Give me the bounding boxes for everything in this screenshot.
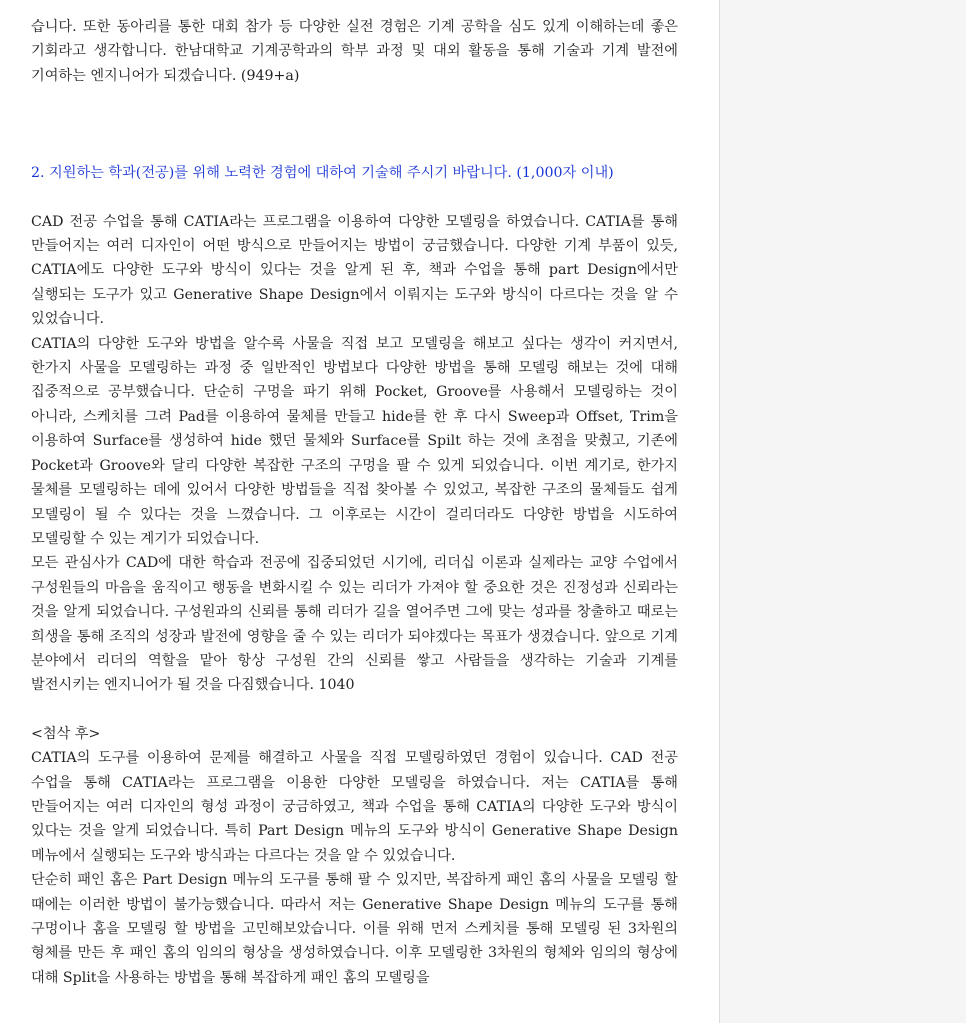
blank-line bbox=[31, 186, 678, 210]
revised-paragraph: 단순히 패인 홈은 Part Design 메뉴의 도구를 통해 팔 수 있지만, 복잡하게 패인 홈의 사물을 모델링 할 때에는 이러한 방법이 불가능했습니다. 따라서 저는 Generative Shape Design 메뉴의 도구를 통해 구멍이나 홈을 모델링 할 방법을 고민해보았습니다. 이를 위해 먼저 스케치를 통해 모델링 된 3차원의 형체를 만든 후 패인 홈의 임의의 형상을 생성하였습니다. 이후 모델링한 3차원의 형체와 임의의 형상에 대해 Split을 사용하는 방법을 통해 복잡하게 패인 홈의 모델링을 bbox=[31, 872, 678, 986]
blank-space bbox=[31, 88, 678, 161]
question-heading: 2. 지원하는 학과(전공)를 위해 노력한 경험에 대하여 기술해 주시기 바랍니다. (1,000자 이내) bbox=[31, 165, 614, 182]
answer-paragraph: 모든 관심사가 CAD에 대한 학습과 전공에 집중되었던 시기에, 리더십 이론과 실제라는 교양 수업에서 구성원들의 마음을 움직이고 행동을 변화시킬 수 있는 리더가 가져야 할 중요한 것은 진정성과 신뢰라는 것을 알게 되었습니다. 구성원과의 신뢰를 통해 리더가 길을 열어주면 그에 맞는 성과를 창출하고 때로는 희생을 통해 조직의 성장과 발전에 영향을 줄 수 있는 리더가 되야겠다는 목표가 생겼습니다. 앞으로 기계 분야에서 리더의 역할을 맡아 항상 구성원 간의 신뢰를 쌓고 사람들을 생각하는 기술과 기계를 발전시키는 엔지니어가 될 것을 다짐했습니다. 1040 bbox=[31, 555, 678, 694]
viewer-side-area bbox=[720, 0, 966, 1023]
intro-paragraph: 습니다. 또한 동아리를 통한 대회 참가 등 다양한 실전 경험은 기계 공학을 심도 있게 이해하는데 좋은 기회라고 생각합니다. 한남대학교 기계공학과의 학부 과정 및 대외 활동을 통해 기술과 기계 발전에 기여하는 엔지니어가 되겠습니다. (949+a) bbox=[31, 19, 678, 84]
answer-paragraph: CAD 전공 수업을 통해 CATIA라는 프로그램을 이용하여 다양한 모델링을 하였습니다. CATIA를 통해 만들어지는 여러 디자인이 어떤 방식으로 만들어지는 방법이 궁금했습니다. 다양한 기계 부품이 있듯, CATIA에도 다양한 도구와 방식이 있다는 것을 알게 된 후, 책과 수업을 통해 part Design에서만 실행되는 도구가 있고 Generative Shape Design에서 이뤄지는 도구와 방식이 다르다는 것을 알 수 있었습니다. bbox=[31, 213, 678, 328]
document-body bbox=[31, 15, 678, 990]
revision-heading: <첨삭 후> bbox=[31, 725, 101, 742]
answer-paragraph: CATIA의 다양한 도구와 방법을 알수록 사물을 직접 보고 모델링을 해보고 싶다는 생각이 커지면서, 한가지 사물을 모델링하는 과정 중 일반적인 방법보다 다양한 방법을 통해 모델링 해보는 것에 대해 집중적으로 공부했습니다. 단순히 구멍을 파기 위해 Pocket, Groove를 사용해서 모델링하는 것이 아니라, 스케치를 그려 Pad를 이용하여 물체를 만들고 hide를 한 후 다시 Sweep과 Offset, Trim을 이용하여 Surface를 생성하여 hide 했던 물체와 Surface를 Spilt 하는 것에 초점을 맞췄고, 기존에 Pocket과 Groove와 달리 다양한 복잡한 구조의 구멍을 팔 수 있게 되었습니다. 이번 계기로, 한가지 물체를 모델링하는 데에 있어서 다양한 방법들을 직접 찾아볼 수 있었고, 복잡한 구조의 물체들도 쉽게 모델링이 될 수 있다는 것을 느꼈습니다. 그 이후로는 시간이 걸리더라도 다양한 방법을 시도하여 모델링할 수 있는 계기가 되었습니다. bbox=[31, 335, 678, 547]
blank-line bbox=[31, 698, 678, 722]
revised-paragraph: CATIA의 도구를 이용하여 문제를 해결하고 사물을 직접 모델링하였던 경험이 있습니다. CAD 전공 수업을 통해 CATIA라는 프로그램을 이용한 다양한 모델링을 하였습니다. 저는 CATIA를 통해 만들어지는 여러 디자인의 형성 과정이 궁금하였고, 책과 수업을 통해 CATIA의 다양한 도구와 방식이 있다는 것을 알게 되었습니다. 특히 Part Design 메뉴의 도구와 방식이 Generative Shape Design 메뉴에서 실행되는 도구와 방식과는 다르다는 것을 알 수 있었습니다. bbox=[31, 750, 678, 864]
